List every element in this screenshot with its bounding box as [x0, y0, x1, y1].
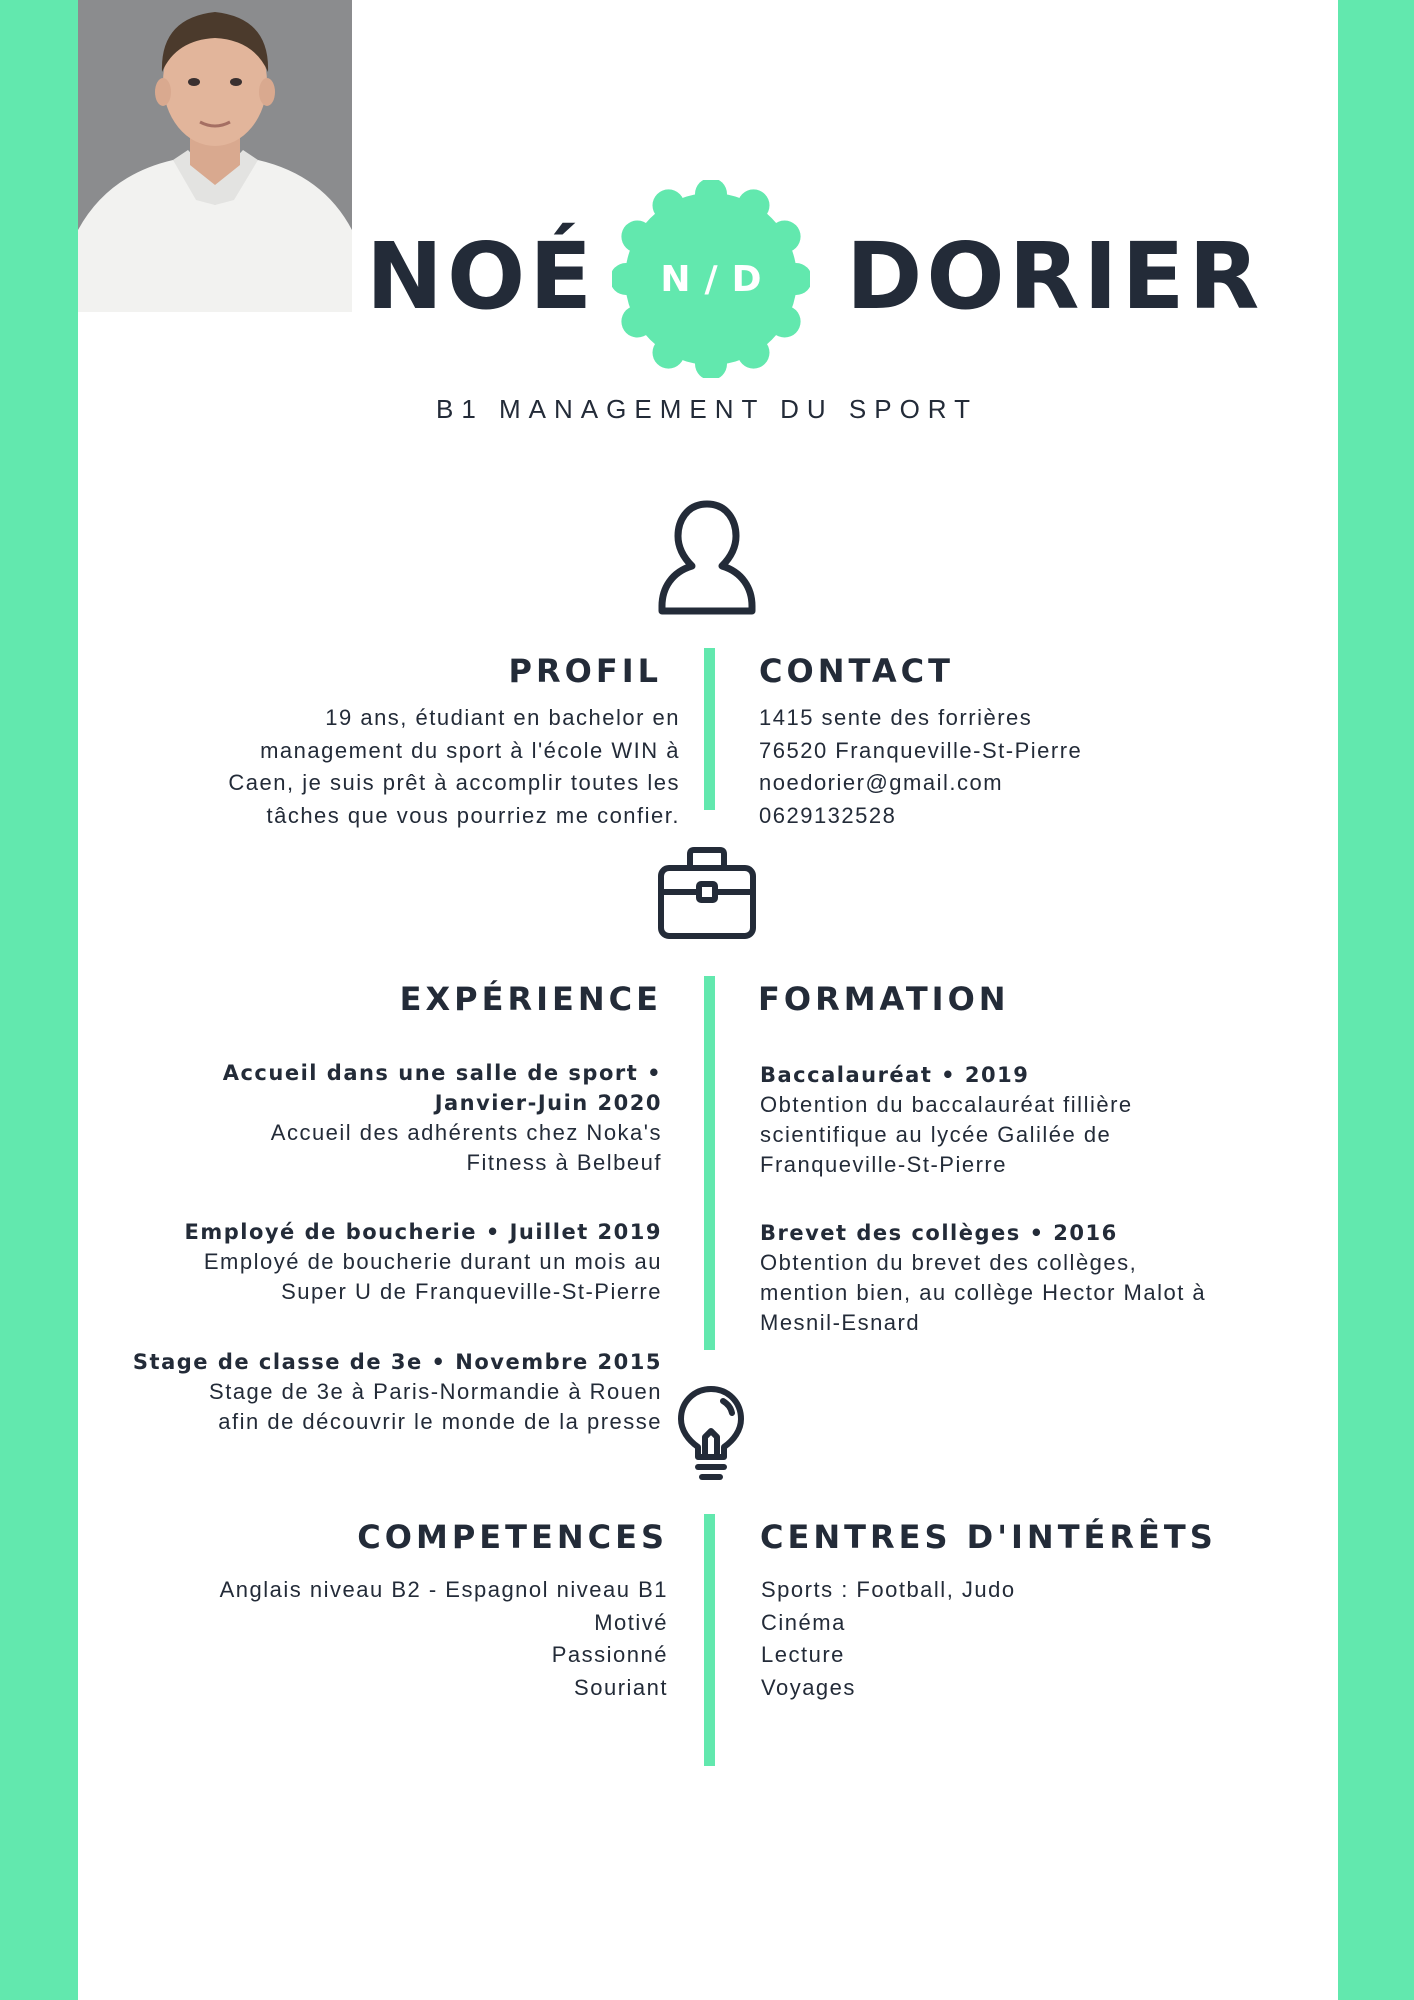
profile-heading: PROFIL — [508, 652, 662, 690]
interests-list — [761, 1574, 1016, 1704]
formation-item-description — [760, 1248, 1206, 1338]
formation-item-desc-line: Obtention du brevet des collèges, — [760, 1250, 1138, 1275]
contact-address: 1415 sente des forrières — [759, 705, 1033, 730]
interests-heading: CENTRES D'INTÉRÊTS — [760, 1518, 1217, 1556]
skill-item: Passionné — [551, 1642, 668, 1667]
section-divider-middle — [704, 976, 715, 1350]
skill-item: Souriant — [574, 1674, 668, 1700]
experience-item-title — [223, 1058, 662, 1118]
interest-item: Sports : Football, Judo — [761, 1577, 1016, 1602]
formation-heading: FORMATION — [758, 980, 1010, 1018]
contact-phone: 0629132528 — [759, 802, 897, 828]
section-divider-bottom — [704, 1514, 715, 1766]
formation-item-description — [760, 1090, 1133, 1180]
skill-item: Motivé — [594, 1609, 668, 1635]
lightbulb-icon — [676, 1385, 746, 1492]
skills-list — [220, 1574, 668, 1704]
experience-item-desc-line: Accueil des adhérents chez Noka's — [270, 1120, 662, 1145]
last-name: DORIER — [846, 223, 1264, 330]
experience-item-description — [133, 1377, 662, 1437]
experience-item — [184, 1217, 662, 1307]
left-accent-band — [0, 0, 78, 2000]
profile-line: management du sport à l'école WIN à — [260, 737, 680, 763]
formation-item-desc-line: mention bien, au collège Hector Malot à — [760, 1280, 1207, 1305]
profile-text — [228, 702, 680, 832]
experience-heading: EXPÉRIENCE — [399, 980, 662, 1018]
experience-item — [223, 1058, 662, 1178]
right-accent-band — [1338, 0, 1414, 2000]
experience-item-desc-line: Fitness à Belbeuf — [466, 1150, 662, 1175]
contact-email: noedorier@gmail.com — [759, 770, 1004, 795]
experience-item-title-line: Janvier-Juin 2020 — [434, 1091, 662, 1115]
experience-item-title — [184, 1217, 662, 1247]
experience-item — [133, 1347, 662, 1437]
profile-photo-drawing — [78, 0, 352, 312]
formation-item-desc-line: Obtention du baccalauréat fillière — [760, 1092, 1133, 1117]
person-icon — [656, 498, 758, 621]
profile-line: 19 ans, étudiant en bachelor en — [325, 705, 680, 730]
interest-item: Cinéma — [761, 1609, 846, 1635]
contact-heading: CONTACT — [759, 652, 954, 690]
formation-item-title — [760, 1060, 1133, 1090]
interest-item: Voyages — [761, 1674, 856, 1700]
formation-item — [760, 1060, 1133, 1180]
profile-line: tâches que vous pourriez me confier. — [266, 802, 680, 828]
skill-item: Anglais niveau B2 - Espagnol niveau B1 — [219, 1577, 668, 1602]
formation-item-desc-line: scientifique au lycée Galilée de — [760, 1122, 1112, 1147]
experience-item-description — [184, 1247, 662, 1307]
interest-item: Lecture — [761, 1642, 845, 1667]
formation-item-title — [760, 1218, 1206, 1248]
formation-item-title-line: Brevet des collèges • 2016 — [760, 1221, 1118, 1245]
formation-item-desc-line: Franqueville-St-Pierre — [760, 1152, 1007, 1177]
formation-item — [760, 1218, 1206, 1338]
profile-photo — [78, 0, 352, 312]
contact-city: 76520 Franqueville-St-Pierre — [759, 737, 1083, 763]
experience-item-desc-line: Employé de boucherie durant un mois au — [203, 1249, 662, 1274]
section-divider-top — [704, 648, 715, 810]
skills-heading: COMPETENCES — [357, 1518, 668, 1556]
contact-details — [759, 702, 1082, 832]
profile-line: Caen, je suis prêt à accomplir toutes les — [228, 770, 680, 795]
monogram-badge — [612, 180, 810, 378]
monogram-text: N/D — [660, 258, 776, 300]
first-name: NOÉ — [366, 223, 597, 330]
job-title: B1 MANAGEMENT DU SPORT — [436, 394, 978, 424]
experience-item-desc-line: afin de découvrir le monde de la presse — [218, 1409, 662, 1434]
experience-item-title-line: Employé de boucherie • Juillet 2019 — [184, 1220, 662, 1244]
formation-item-title-line: Baccalauréat • 2019 — [760, 1063, 1030, 1087]
experience-item-desc-line: Super U de Franqueville-St-Pierre — [281, 1279, 662, 1304]
formation-item-desc-line: Mesnil-Esnard — [760, 1310, 921, 1335]
experience-item-desc-line: Stage de 3e à Paris-Normandie à Rouen — [209, 1379, 662, 1404]
experience-item-title-line: Stage de classe de 3e • Novembre 2015 — [132, 1350, 662, 1374]
briefcase-icon — [656, 846, 758, 945]
experience-item-title — [133, 1347, 662, 1377]
experience-item-title-line: Accueil dans une salle de sport • — [222, 1061, 662, 1085]
experience-item-description — [223, 1118, 662, 1178]
